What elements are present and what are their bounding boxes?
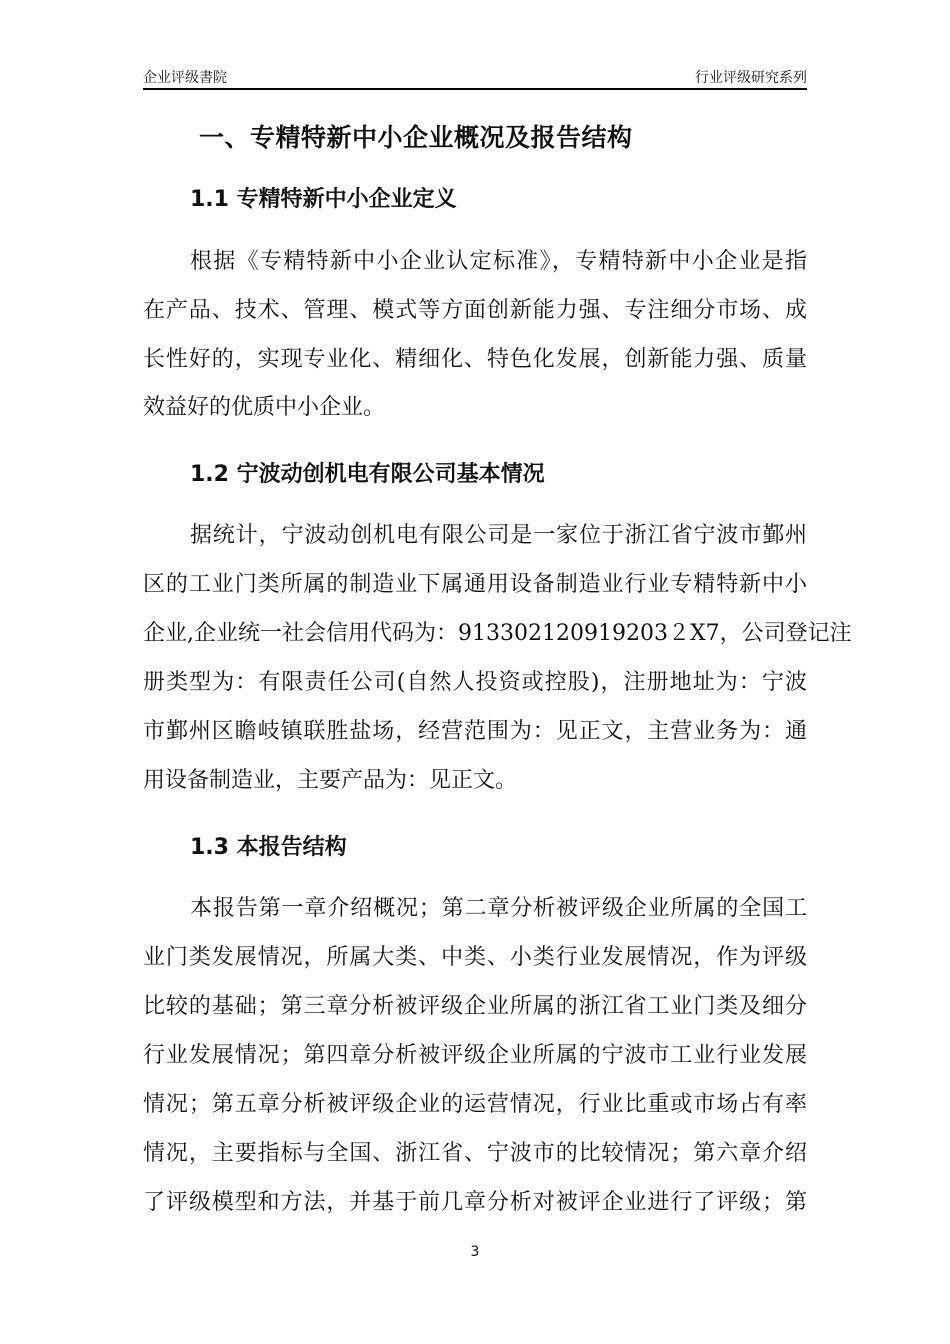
header-left-text: 企业评级書院 xyxy=(143,70,227,86)
paragraph-line: 区的工业门类所属的制造业下属通用设备制造业行业专精特新中小 xyxy=(143,572,807,597)
header-right-text: 行业评级研究系列 xyxy=(695,70,807,86)
paragraph-line: 在产品、技术、管理、模式等方面创新能力强、专注细分市场、成 xyxy=(143,298,807,323)
paragraph-line: 据统计，宁波动创机电有限公司是一家位于浙江省宁波市鄞州 xyxy=(190,523,807,548)
page-number: 3 xyxy=(470,1244,480,1260)
paragraph-line: 本报告第一章介绍概况；第二章分析被评级企业所属的全国工 xyxy=(190,896,807,921)
paragraph-line: 根据《专精特新中小企业认定标准》，专精特新中小企业是指 xyxy=(190,249,807,274)
page-header xyxy=(143,66,807,90)
paragraph-line: 比较的基础；第三章分析被评级企业所属的浙江省工业门类及细分 xyxy=(143,994,807,1019)
paragraph-line: 行业发展情况；第四章分析被评级企业所属的宁波市工业行业发展 xyxy=(143,1043,807,1068)
paragraph-line: 册类型为：有限责任公司(自然人投资或控股)，注册地址为：宁波 xyxy=(143,670,807,695)
paragraph-line: 市鄞州区瞻岐镇联胜盐场，经营范围为：见正文，主营业务为：通 xyxy=(143,719,807,744)
paragraph-line: 企业,企业统一社会信用代码为：913302120919203２X7，公司登记注 xyxy=(143,621,852,646)
paragraph-line: 用设备制造业，主要产品为：见正文。 xyxy=(143,768,518,793)
paragraph-line: 业门类发展情况，所属大类、中类、小类行业发展情况，作为评级 xyxy=(143,945,807,970)
paragraph-line: 了评级模型和方法，并基于前几章分析对被评企业进行了评级；第 xyxy=(143,1190,807,1215)
section-heading-1-3: 1.3 本报告结构 xyxy=(190,835,347,860)
paragraph-line: 情况，主要指标与全国、浙江省、宁波市的比较情况；第六章介绍 xyxy=(143,1141,807,1166)
paragraph-line: 长性好的，实现专业化、精细化、特色化发展，创新能力强、质量 xyxy=(143,347,807,372)
section-heading-1-1: 1.1 专精特新中小企业定义 xyxy=(190,187,457,212)
paragraph-line: 效益好的优质中小企业。 xyxy=(143,395,386,420)
chapter-title: 一、专精特新中小企业概况及报告结构 xyxy=(199,123,633,152)
section-heading-1-2: 1.2 宁波动创机电有限公司基本情况 xyxy=(190,462,545,487)
paragraph-line: 情况；第五章分析被评级企业的运营情况，行业比重或市场占有率 xyxy=(143,1092,807,1117)
